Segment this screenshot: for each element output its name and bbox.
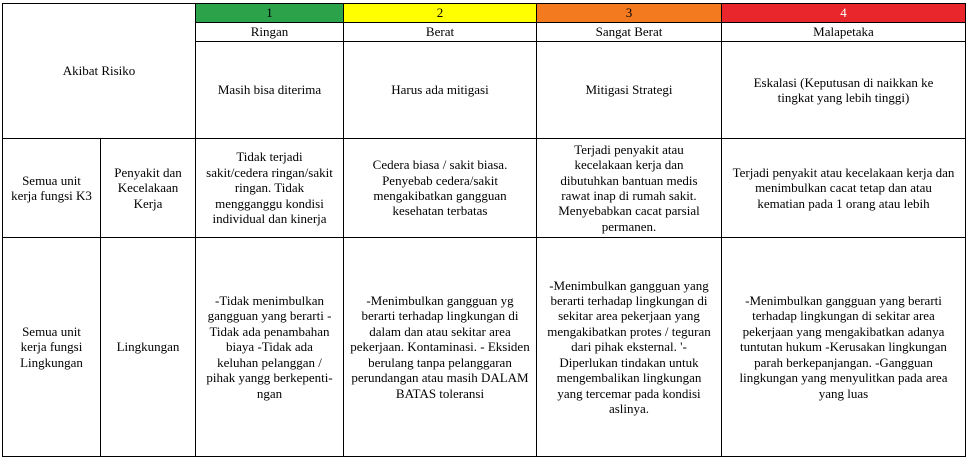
level-1-number: 1 [196,4,344,23]
level-2-number: 2 [344,4,537,23]
level-1-name: Ringan [196,23,344,42]
lingkungan-level-3-cell: -Menimbulkan gangguan yang berarti terhadap lingkungan di sekitar area pekerjaan yang mengakibatkan protes / teguran dari pihak eksternal. '-Diperlukan tindakan untuk mengembalikan lingkungan yang tercemar pada kondisi aslinya. [537,238,722,457]
table-row [3,238,966,457]
risk-consequence-header [3,4,196,139]
table-row [3,139,966,238]
k3-level-1-cell: Tidak terjadi sakit/cedera ringan/sakit ringan. Tidak mengganggu kondisi individual dan kinerja [196,139,344,238]
risk-consequence-label: Akibat Risiko [62,63,136,79]
k3-level-2-cell: Cedera biasa / sakit biasa. Penyebab cedera/sakit mengakibatkan gangguan kesehatan terbatas [344,139,537,238]
k3-level-4-cell: Terjadi penyakit atau kecelakaan kerja dan menimbulkan cacat tetap dan atau kematian pada 1 orang atau lebih [722,139,966,238]
level-2-description: Harus ada mitigasi [344,42,537,139]
level-4-number: 4 [722,4,966,23]
level-4-description: Eskalasi (Keputusan di naikkan ke tingkat yang lebih tinggi) [722,42,966,139]
row-unit-k3: Semua unit kerja fungsi K3 [3,139,101,238]
lingkungan-level-1-cell: -Tidak menimbulkan gangguan yang berarti -Tidak ada penambahan biaya -Tidak ada keluhan pelanggan / pihak yangg berkepenti-ngan [196,238,344,457]
level-1-description: Masih bisa diterima [196,42,344,139]
row-unit-lingkungan: Semua unit kerja fungsi Lingkungan [3,238,101,457]
level-2-name: Berat [344,23,537,42]
k3-level-3-cell: Terjadi penyakit atau kecelakaan kerja dan dibutuhkan bantuan medis rawat inap di rumah sakit. Menyebabkan cacat parsial permanen. [537,139,722,238]
lingkungan-level-4-cell: -Menimbulkan gangguan yang berarti terhadap lingkungan di sekitar area pekerjaan yang mengakibatkan adanya tuntutan hukum -Kerusakan lingkungan parah berkepanjangan. -Gangguan lingkungan yang menyulitkan pada area yang luas [722,238,966,457]
level-3-description: Mitigasi Strategi [537,42,722,139]
level-4-name: Malapetaka [722,23,966,42]
row-category-lingkungan: Lingkungan [101,238,196,457]
level-3-name: Sangat Berat [537,23,722,42]
risk-matrix-table [2,3,966,457]
lingkungan-level-2-cell: -Menimbulkan gangguan yg berarti terhadap lingkungan di dalam dan atau sekitar area pekerjaan. Kontaminasi. - Eksiden berulang tanpa pelanggaran perundangan atau masih DALAM BATAS toleransi [344,238,537,457]
row-category-k3: Penyakit dan Kecelakaan Kerja [101,139,196,238]
level-3-number: 3 [537,4,722,23]
